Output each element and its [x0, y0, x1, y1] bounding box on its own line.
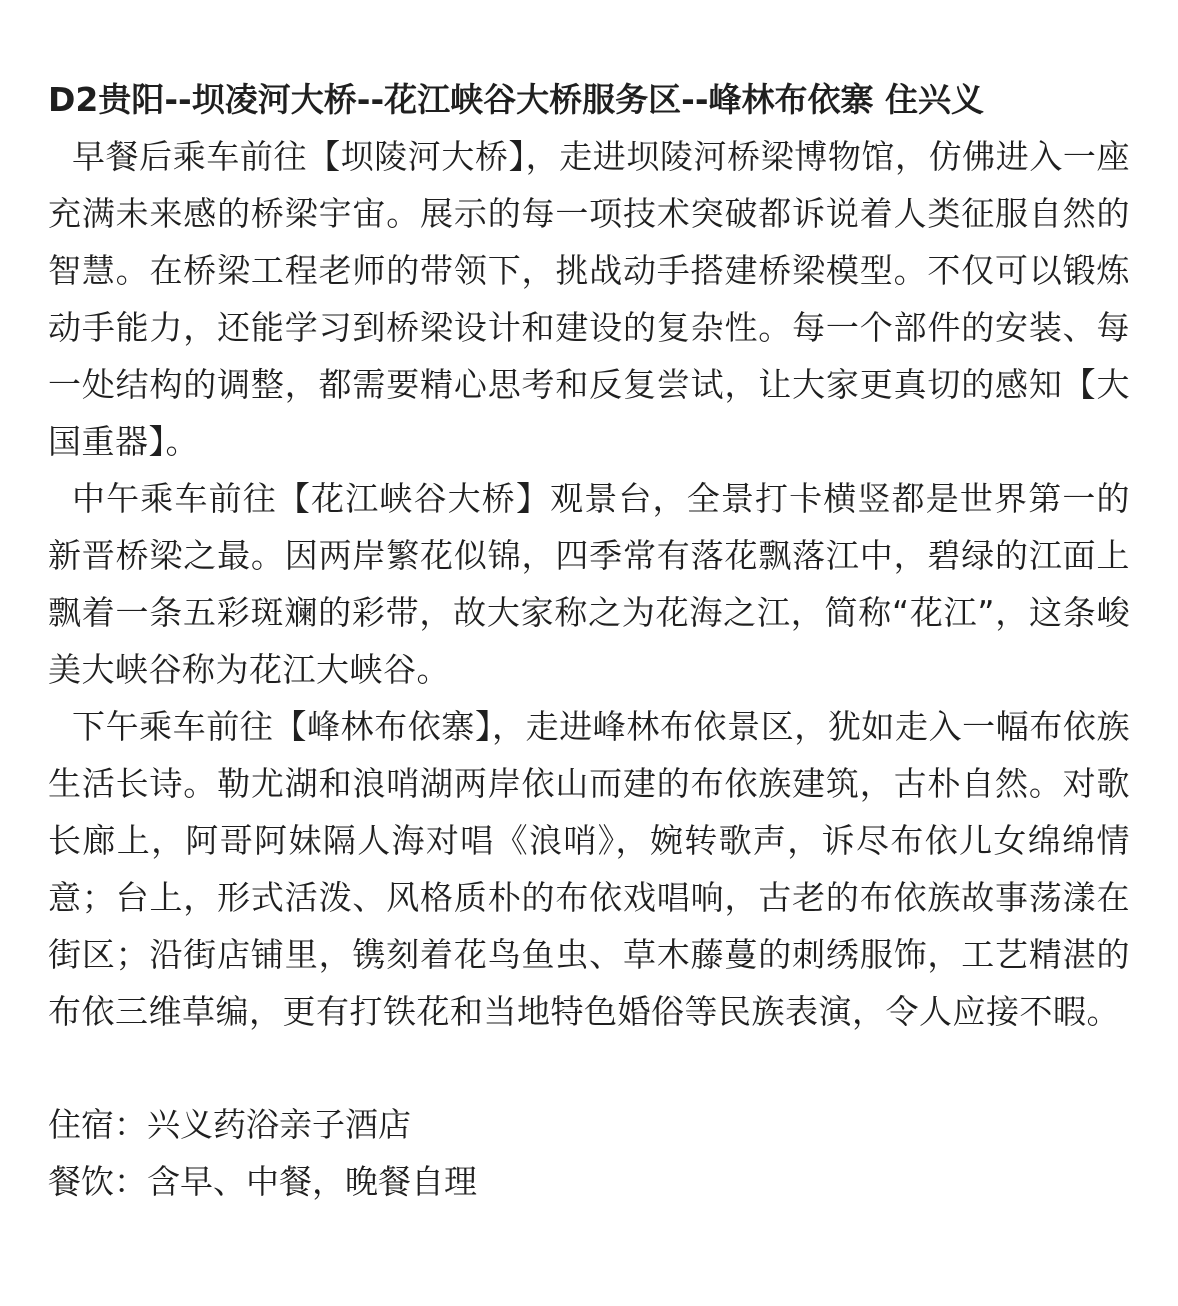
- paragraph-morning: 早餐后乘车前往【坝陵河大桥】，走进坝陵河桥梁博物馆，仿佛进入一座充满未来感的桥梁宇宙。展示的每一项技术突破都诉说着人类征服自然的智慧。在桥梁工程老师的带领下，挑战动手搭建桥梁模型。不仅可以锻炼动手能力，还能学习到桥梁设计和建设的复杂性。每一个部件的安装、每一处结构的调整，都需要精心思考和反复尝试，让大家更真切的感知【大国重器】。: [48, 137, 1130, 461]
- day-title: D2贵阳--坝凌河大桥--花江峡谷大桥服务区--峰林布依寨 住兴义: [48, 80, 985, 119]
- info-block: [48, 1096, 1130, 1210]
- lodging-line: 住宿：兴义药浴亲子酒店: [48, 1105, 411, 1144]
- paragraph-noon: 中午乘车前往【花江峡谷大桥】观景台，全景打卡横竖都是世界第一的新晋桥梁之最。因两岸繁花似锦，四季常有落花飘落江中，碧绿的江面上飘着一条五彩斑斓的彩带，故大家称之为花海之江，简称“花江”，这条峻美大峡谷称为花江大峡谷。: [48, 479, 1130, 689]
- paragraph-afternoon: 下午乘车前往【峰林布依寨】，走进峰林布依景区，犹如走入一幅布依族生活长诗。勒尤湖和浪哨湖两岸依山而建的布依族建筑，古朴自然。对歌长廊上，阿哥阿妹隔人海对唱《浪哨》，婉转歌声，诉尽布依儿女绵绵情意；台上，形式活泼、风格质朴的布依戏唱响，古老的布依族故事荡漾在街区；沿街店铺里，镌刻着花鸟鱼虫、草木藤蔓的刺绣服饰，工艺精湛的布依三维草编，更有打铁花和当地特色婚俗等民族表演，令人应接不暇。: [48, 707, 1130, 1031]
- meals-line: 餐饮：含早、中餐，晚餐自理: [48, 1162, 477, 1201]
- itinerary-day: [48, 72, 1130, 1210]
